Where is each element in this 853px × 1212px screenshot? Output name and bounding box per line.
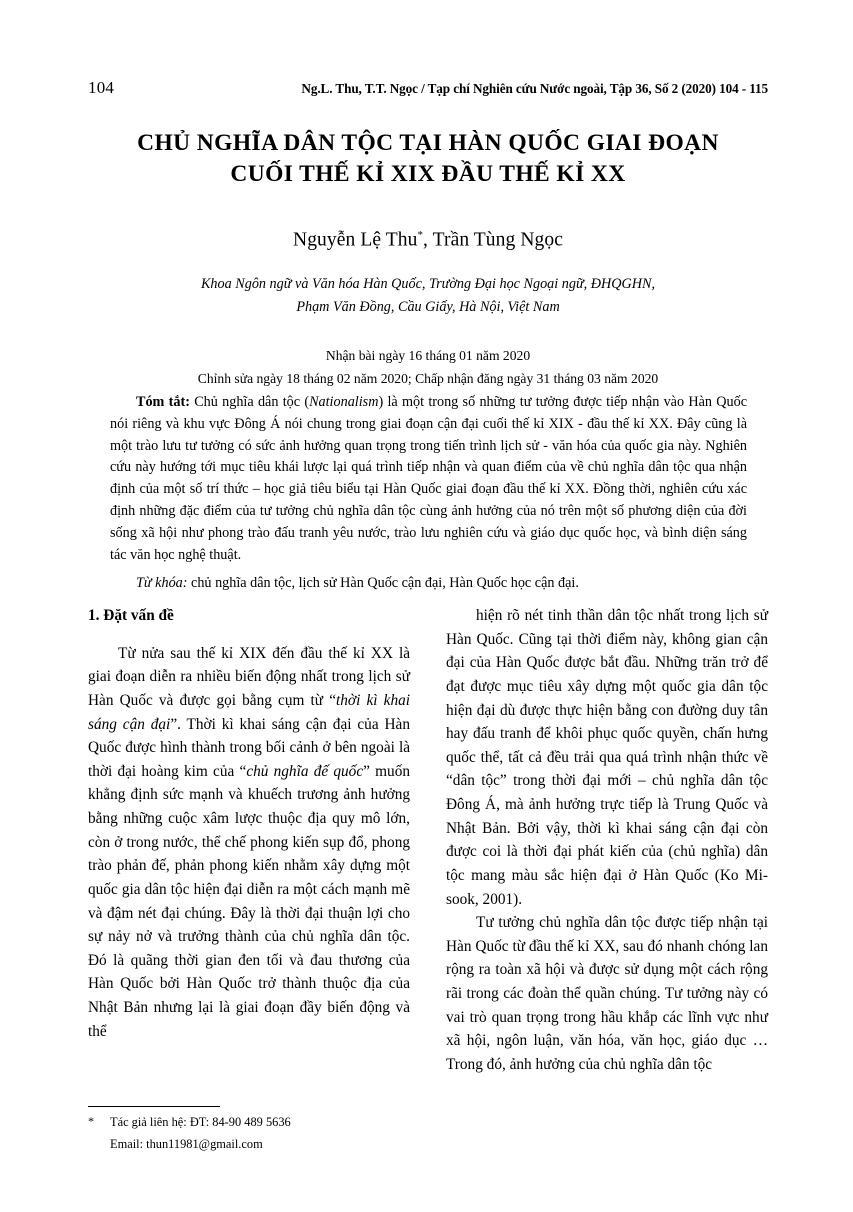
footnote-contact-line xyxy=(88,1112,410,1132)
lc-p1-italic-2: chủ nghĩa đế quốc xyxy=(246,762,364,780)
footnote-email: Email: thun11981@gmail.com xyxy=(110,1137,263,1152)
received-date: Nhận bài ngày 16 tháng 01 năm 2020 xyxy=(325,348,531,364)
page-number: 104 xyxy=(88,78,115,97)
submission-dates xyxy=(88,345,768,390)
abstract-text-part-2: ) là một trong số những tư tưởng được tiếp nhận vào Hàn Quốc nói riêng và khu vực Đông Á nói chung trong giai đoạn cận đại cuối thế kỉ XIX - đầu thế kỉ XX. Đây cũng là một trào lưu tư tưởng có sức ảnh hưởng quan trọng trong tiến trình lịch sử - văn hóa của quốc gia này. Nghiên cứu này hướng tới mục tiêu khái lược lại quá trình tiếp nhận và quan điểm của về chủ nghĩa dân tộc qua nhận định của một số trí thức – học giả tiêu biểu tại Hàn Quốc giai đoạn đầu thế kỉ XX. Đồng thời, nghiên cứu xác định những đặc điểm của tư tưởng chủ nghĩa dân tộc cùng ảnh hưởng của nó trên một số phương diện của đời sống xã hội như phong trào đấu tranh yêu nước, trào lưu nghiên cứu và giáo dục quốc học, và bình diện sáng tác văn học nghệ thuật. xyxy=(110,394,747,563)
abstract-italic-term: Nationalism xyxy=(309,394,379,410)
body-columns xyxy=(88,604,768,1109)
abstract-text-part-1: Chủ nghĩa dân tộc ( xyxy=(189,394,310,410)
right-column-paragraph-2: Tư tưởng chủ nghĩa dân tộc được tiếp nhận tại Hàn Quốc từ đầu thế kỉ XX, sau đó nhanh chóng lan rộng ra toàn xã hội và được sử dụng một cách rộng rãi trong các đoàn thể quần chúng. Tư tưởng này có vai trò quan trọng trong hầu khắp các lĩnh vực như xã hội, ngôn luận, văn hóa, văn học, giáo dục … Trong đó, ảnh hưởng của chủ nghĩa dân tộc xyxy=(446,914,768,1073)
title-block xyxy=(88,128,768,391)
corresponding-author-marker: * xyxy=(417,228,424,241)
affiliation-line-1: Khoa Ngôn ngữ và Văn hóa Hàn Quốc, Trường Đại học Ngoại ngữ, ĐHQGHN, xyxy=(200,276,656,293)
right-column xyxy=(446,604,768,1109)
author-secondary: , Trần Tùng Ngọc xyxy=(423,229,563,251)
header-citation: Ng.L. Thu, T.T. Ngọc / Tạp chí Nghiên cứu Nước ngoài, Tập 36, Số 2 (2020) 104 - 115 xyxy=(301,81,768,96)
running-head xyxy=(88,78,768,100)
left-column xyxy=(88,604,410,1109)
footnote-contact-text: Tác giả liên hệ: ĐT: 84-90 489 5636 xyxy=(110,1115,291,1129)
lc-p1-text-b: ”. Thời kì khai sáng cận đại của Hàn Quốc được hình thành trong bối cảnh ở bên ngoài là thời đại hoàng kim của “ xyxy=(88,715,410,780)
abstract-section xyxy=(110,392,747,566)
affiliation-line-2: Phạm Văn Đồng, Cầu Giấy, Hà Nội, Việt Nam xyxy=(296,299,560,316)
abstract-label: Tóm tắt: xyxy=(136,394,190,410)
author-primary: Nguyễn Lệ Thu xyxy=(293,229,418,251)
footnote-block xyxy=(88,1112,410,1154)
lc-p1-italic-1: thời kì khai sáng cận đại xyxy=(88,691,410,733)
keywords-section xyxy=(110,573,747,595)
lc-p1-text-c: ” muốn khẳng định sức mạnh và khuếch trương ảnh hưởng bằng những cuộc xâm lược thuộc địa quy mô lớn, còn ở trong nước, thể chế phong kiến sụp đổ, phong trào phản đế, phản phong kiến nhằm xây dựng một quốc gia dân tộc hiện đại diễn ra một cách mạnh mẽ và đậm nét đại chúng. Đây là thời đại thuận lợi cho sự nảy nở và trưởng thành của chủ nghĩa dân tộc. Đó là quãng thời gian đen tối và đau thương của Hàn Quốc bởi Hàn Quốc trở thành thuộc địa của Nhật Bản nhưng lại là giai đoạn đầy biến động và thể xyxy=(88,762,410,1040)
keywords-text: chủ nghĩa dân tộc, lịch sử Hàn Quốc cận đại, Hàn Quốc học cận đại. xyxy=(187,575,579,591)
author-list xyxy=(88,229,768,252)
lc-p1-text-a: Từ nửa sau thế kỉ XIX đến đầu thế kỉ XX là giai đoạn diễn ra nhiều biến động nhất trong lịch sử Hàn Quốc và được gọi bằng cụm từ “ xyxy=(88,644,410,709)
title-line-1: CHỦ NGHĨA DÂN TỘC TẠI HÀN QUỐC GIAI ĐOẠN xyxy=(137,130,719,156)
abstract-paragraph xyxy=(110,392,747,566)
page-title xyxy=(88,128,768,191)
right-column-paragraph-1: hiện rõ nét tinh thần dân tộc nhất trong lịch sử Hàn Quốc. Cũng tại thời điểm này, không gian cận đại của Hàn Quốc được bắt đầu. Những trăn trở để đạt được mục tiêu xây dựng một quốc gia dân tộc hiện đại dù được thực hiện bằng con đường duy tân hay đấu tranh để khôi phục quốc quyền, chấn hưng quốc thể, tất cả đều trải qua quá trình nhận thức về “dân tộc” trong thời đại mới – chủ nghĩa dân tộc Đông Á, mà ảnh hưởng trực tiếp là Trung Quốc và Nhật Bản. Bởi vậy, thời kì khai sáng cận đại còn được coi là thời đại phát kiến của (chủ nghĩa) dân tộc mang màu sắc hiện đại ở Hàn Quốc (Ko Mi-sook, 2001). xyxy=(446,607,768,908)
section-heading-1: 1. Đặt vấn đề xyxy=(88,607,174,624)
footnote-separator xyxy=(88,1106,220,1107)
revised-accepted-date: Chỉnh sửa ngày 18 tháng 02 năm 2020; Chấp nhận đăng ngày 31 tháng 03 năm 2020 xyxy=(197,371,659,387)
footnote-marker: * xyxy=(88,1114,94,1128)
title-line-2: CUỐI THẾ KỈ XIX ĐẦU THẾ KỈ XX xyxy=(230,161,626,188)
affiliation xyxy=(88,273,768,319)
left-column-paragraph-1 xyxy=(88,642,410,1044)
keywords-label: Từ khóa: xyxy=(136,575,188,591)
